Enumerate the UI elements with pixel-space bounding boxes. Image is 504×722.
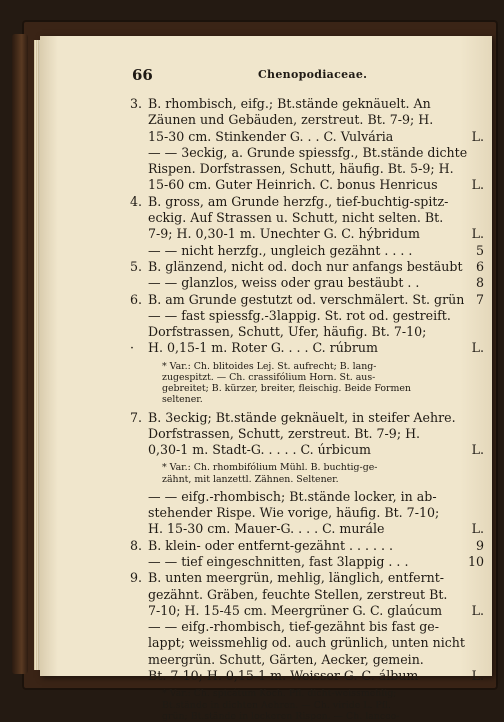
text-line: H. 15-30 cm. Mauer-G. . . . C. murále L.: [148, 521, 484, 537]
text-line: Zäunen und Gebäuden, zerstreut. Bt. 7-9; H.: [148, 112, 434, 128]
page-running-title: Chenopodiaceae.: [258, 68, 368, 81]
text-line: Dorfstrassen, Schutt, Ufer, häufig. Bt. 7-10;: [148, 324, 427, 340]
text-line: Rispen. Dorfstrassen, Schutt, häufig. Bt. 5-9; H.: [148, 161, 454, 177]
text-line: gezähnt. Gräben, feuchte Stellen, zerstreut Bt.: [148, 586, 448, 602]
text-line: — — eifg.-rhombisch; Bt.stände locker, in ab-: [148, 488, 437, 504]
text-line: 0,30-1 m. Stadt-G. . . . . C. úrbicum L.: [148, 442, 484, 458]
book-spine-edge: [12, 34, 28, 674]
text-line: 15-30 cm. Stinkender G. . . C. Vulvária L.: [148, 128, 484, 144]
variety-note-line: * Var.: Ch. rhombifólium Mühl. B. buchtig-ge-: [162, 462, 378, 474]
variety-note-line: zugespitzt. — Ch. crassifólium Horn. St. aus-: [162, 371, 376, 383]
text-line: meergrün. Schutt, Gärten, Aecker, gemein.: [148, 651, 424, 667]
text-line: 7-9; H. 0,30-1 m. Unechter G. C. hýbridum L.: [148, 226, 484, 242]
page-number: 66: [132, 66, 153, 84]
text-line: — — glanzlos, weiss oder grau bestäubt . . 8: [148, 275, 484, 291]
book-page: [40, 36, 492, 722]
variety-note-line: * Var.: Ch. blitoides Lej. St. aufrecht; B. lang-: [162, 360, 377, 372]
text-line: 6. B. am Grunde gestutzt od. verschmälert. St. grün 7: [130, 291, 484, 307]
variety-note-line: gebreitet; B. kürzer, breiter, fleischig. Beide Formen: [162, 383, 411, 395]
text-line: — — tief eingeschnitten, fast 3lappig . . . 10: [148, 553, 484, 569]
text-line: — — eifg.-rhombisch, tief-gezähnt bis fast ge-: [148, 619, 440, 635]
text-line: — — fast spiessfg.-3lappig. St. rot od. gestreift.: [148, 307, 451, 323]
text-line: 4. B. gross, am Grunde herzfg., tief-buchtig-spitz-: [130, 193, 449, 209]
page-body: [130, 96, 484, 722]
text-line: eckig. Auf Strassen u. Schutt, nicht selten. Bt.: [148, 210, 444, 226]
text-line: stehender Rispe. Wie vorige, häufig. Bt. 7-10;: [148, 505, 440, 521]
text-line: 15-60 cm. Guter Heinrich. C. bonus Henricus L.: [148, 177, 484, 193]
variety-note-line: * Var.: Ch. spicátum Koch. Pfl. dicht-weissmehlig;: [162, 688, 397, 700]
text-line: — — nicht herzfg., ungleich gezähnt . . . . 5: [148, 242, 484, 258]
text-line: — — 3eckig, a. Grunde spiessfg., Bt.stände dichte: [148, 144, 468, 160]
text-line: 5. B. glänzend, nicht od. doch nur anfangs bestäubt 6: [130, 258, 484, 274]
variety-note-line: Bt.stände in dichten Aehren. — Ch. viride L. Pfl.: [162, 699, 391, 711]
text-line: Bt. 7-10; H. 0,15-1 m. Weisser G. C. álbum L.: [148, 668, 484, 684]
text-line: 7-10; H. 15-45 cm. Meergrüner G. C. glaúcum L.: [148, 602, 484, 618]
variety-note-line: grün; Bt.stände in lockeren Rispen. — Ch. lanceo-: [162, 710, 400, 722]
text-line: 3. B. rhombisch, eifg.; Bt.stände geknäuelt. An: [130, 96, 431, 111]
text-line: Dorfstrassen, Schutt, zerstreut. Bt. 7-9; H.: [148, 425, 421, 441]
text-line: lappt; weissmehlig od. auch grünlich, unten nicht: [148, 635, 465, 651]
text-line: 9. B. unten meergrün, mehlig, länglich, entfernt-: [130, 570, 445, 586]
text-line: 8. B. klein- oder entfernt-gezähnt . . . . . . 9: [130, 537, 484, 553]
variety-note-line: seltener.: [162, 394, 203, 406]
text-line: 7. B. 3eckig; Bt.stände geknäuelt, in steifer Aehre.: [130, 409, 456, 425]
variety-note-line: zähnt, mit lanzettl. Zähnen. Seltener.: [162, 473, 339, 485]
page-header: [40, 66, 492, 86]
text-line: · H. 0,15-1 m. Roter G. . . . C. rúbrum L.: [130, 340, 484, 356]
